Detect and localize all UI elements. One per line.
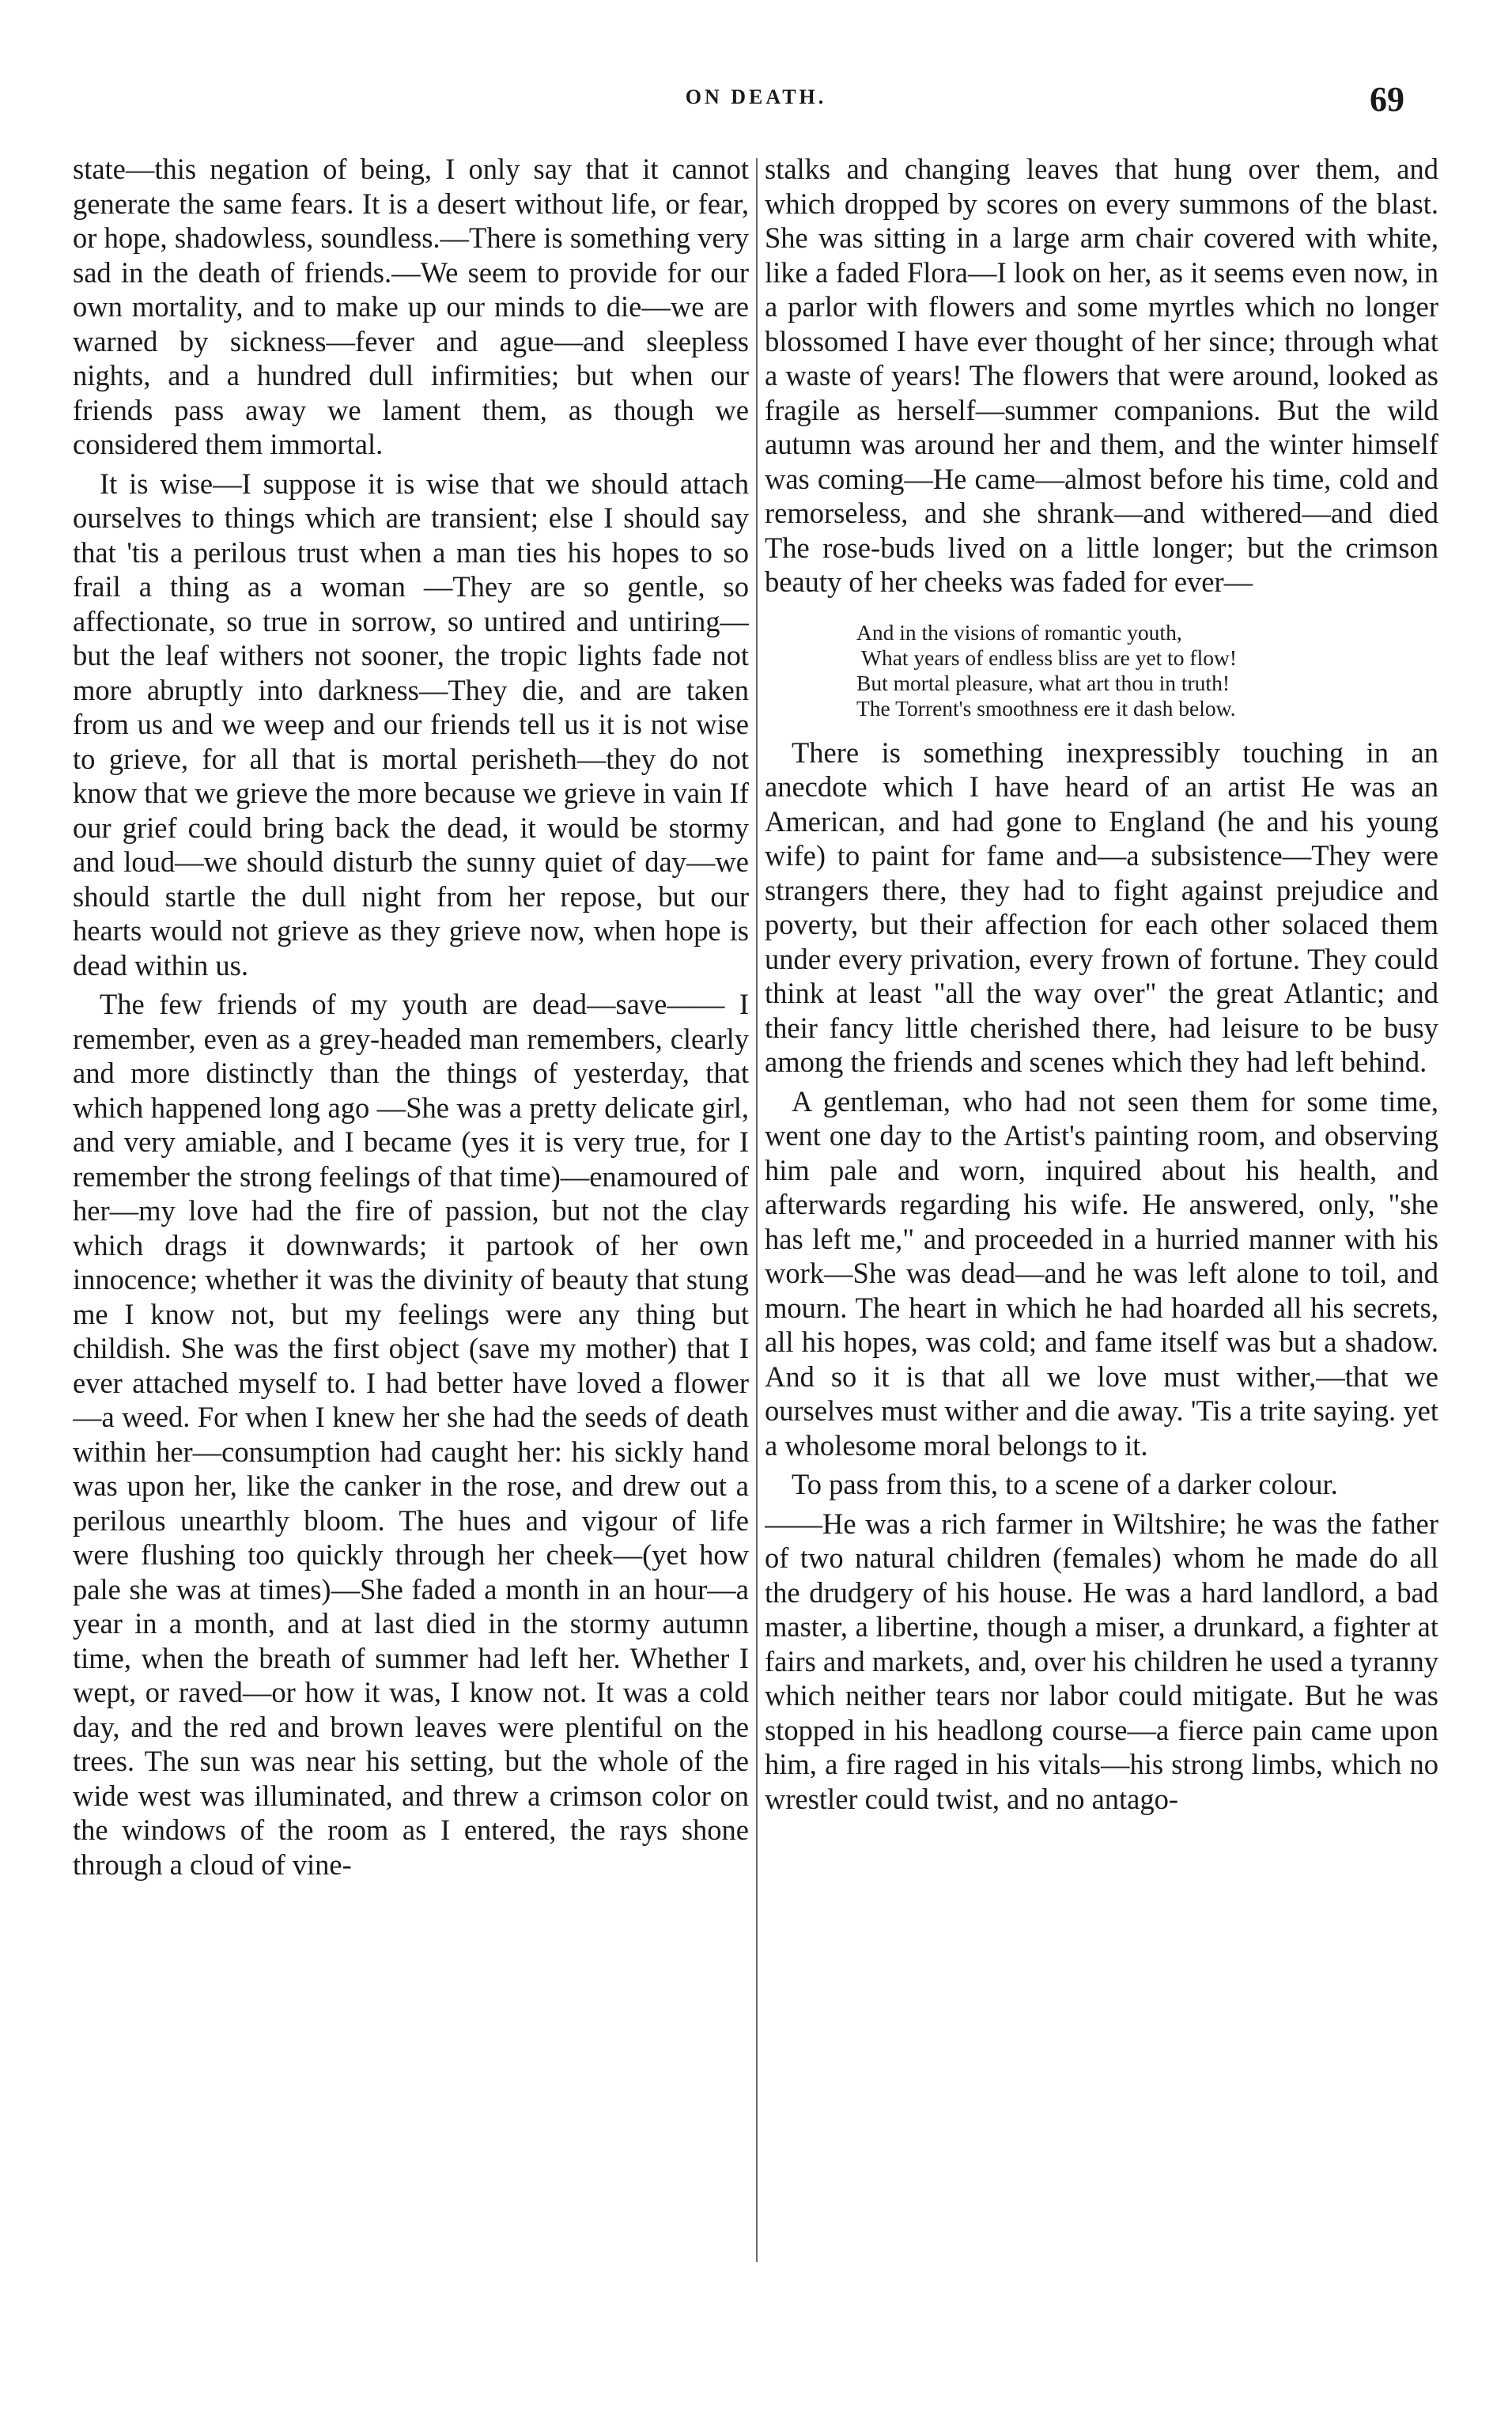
column-divider <box>756 158 758 2262</box>
paragraph: A gentleman, who had not seen them for some time, went one day to the Artist's painting room, and observing him pale and worn, inquired about his health, and afterwards regarding his wife. He answered, only, "she has left me," and proceeded in a hurried manner with his work—She was dead—and he was left alone to toil, and mourn. The heart in which he had hoarded all his secrets, all his hopes, was cold; and fame itself was but a shadow. And so it is that all we love must wither,—that we ourselves must wither and die away. 'Tis a trite saying. yet a wholesome moral belongs to it. <box>765 1084 1438 1462</box>
verse-line: The Torrent's smoothness ere it dash below. <box>856 695 1236 721</box>
paragraph: There is something inexpressibly touching in an anecdote which I have heard of an artist He was an American, and had gone to England (he and his young wife) to paint for fame and—a subsistence—They were strangers there, they had to fight against prejudice and poverty, but their affection for each other solaced them under every privation, every frown of fortune. They could think at least "all the way over" the great Atlantic; and their fancy little cherished there, had leisure to be busy among the friends and scenes which they had left behind. <box>765 736 1438 1078</box>
page-header <box>0 80 1512 133</box>
paragraph: ——He was a rich farmer in Wiltshire; he was the father of two natural children (females) whom he made do all the drudgery of his house. He was a hard landlord, a bad master, a libertine, though a miser, a drunkard, a fighter at fairs and markets, and, over his children he used a tyranny which neither tears nor labor could mitigate. But he was stopped in his headlong course—a fierce pain came upon him, a fire raged in his vitals—his strong limbs, which no wrestler could twist, and no antago- <box>765 1507 1438 1815</box>
right-column <box>765 152 1438 2271</box>
paragraph: stalks and changing leaves that hung over them, and which dropped by scores on every summons of the blast. She was sitting in a large arm chair covered with white, like a faded Flora—I look on her, as it seems even now, in a parlor with flowers and some myrtles which no longer blossomed I have ever thought of her since; through what a waste of years! The flowers that were around, looked as fragile as herself—summer companions. But the wild autumn was around her and them, and the winter himself was coming—He came—almost before his time, cold and remorseless, and she shrank—and withered—and died The rose-buds lived on a little longer; but the crimson beauty of her cheeks was faded for ever— <box>765 153 1438 598</box>
paragraph: state—this negation of being, I only say that it cannot generate the same fears. It is a desert without life, or fear, or hope, shadowless, soundless.—There is something very sad in the death of friends.—We seem to provide for our own mortality, and to make up our minds to die—we are warned by sickness—fever and ague—and sleepless nights, and a hundred dull infirmities; but when our friends pass away we lament them, as though we considered them immortal. <box>73 153 749 460</box>
paragraph: To pass from this, to a scene of a darker colour. <box>792 1468 1338 1500</box>
verse-block <box>856 620 1438 721</box>
running-title: ON DEATH. <box>685 85 827 108</box>
verse-line: And in the visions of romantic youth, <box>856 619 1182 645</box>
paragraph: It is wise—I suppose it is wise that we should attach ourselves to things which are transient; else I should say that 'tis a perilous trust when a man ties his hopes to so frail a thing as a woman —They are so gentle, so affectionate, so true in sorrow, so untired and untiring—but the leaf withers not sooner, the tropic lights fade not more abruptly into darkness—They die, and are taken from us and we weep and our friends tell us it is not wise to grieve, for all that is mortal perisheth—they do not know that we grieve the more because we grieve in vain If our grief could bring back the dead, it would be stormy and loud—we should disturb the sunny quiet of day—we should startle the dull night from her repose, but our hearts would not grieve as they grieve now, when hope is dead within us. <box>73 467 749 982</box>
paragraph: The few friends of my youth are dead—save—— I remember, even as a grey-headed man remembers, clearly and more distinctly than the things of yesterday, that which happened long ago —She was a pretty delicate girl, and very amiable, and I became (yes it is very true, for I remember the strong feelings of that time)—enamoured of her—my love had the fire of passion, but not the clay which drags it downwards; it partook of her own innocence; whether it was the divinity of beauty that stung me I know not, but my feelings were any thing but childish. She was the first object (save my mother) that I ever attached myself to. I had better have loved a flower—a weed. For when I knew her she had the seeds of death within her—consumption had caught her: his sickly hand was upon her, like the canker in the rose, and drew out a perilous unearthly bloom. The hues and vigour of life were flushing too quickly through her cheek—(yet how pale she was at times)—She faded a month in an hour—a year in a month, and at last died in the stormy autumn time, when the breath of summer had left her. Whether I wept, or raved—or how it was, I know not. It was a cold day, and the red and brown leaves were plentiful on the trees. The sun was near his setting, but the whole of the wide west was illuminated, and threw a crimson color on the windows of the room as I entered, the rays shone through a cloud of vine- <box>73 988 749 1881</box>
verse-line: What years of endless bliss are yet to flow! <box>861 645 1237 670</box>
left-column <box>73 152 749 2271</box>
page-number: 69 <box>1370 80 1404 119</box>
verse-line: But mortal pleasure, what art thou in truth! <box>856 670 1230 695</box>
